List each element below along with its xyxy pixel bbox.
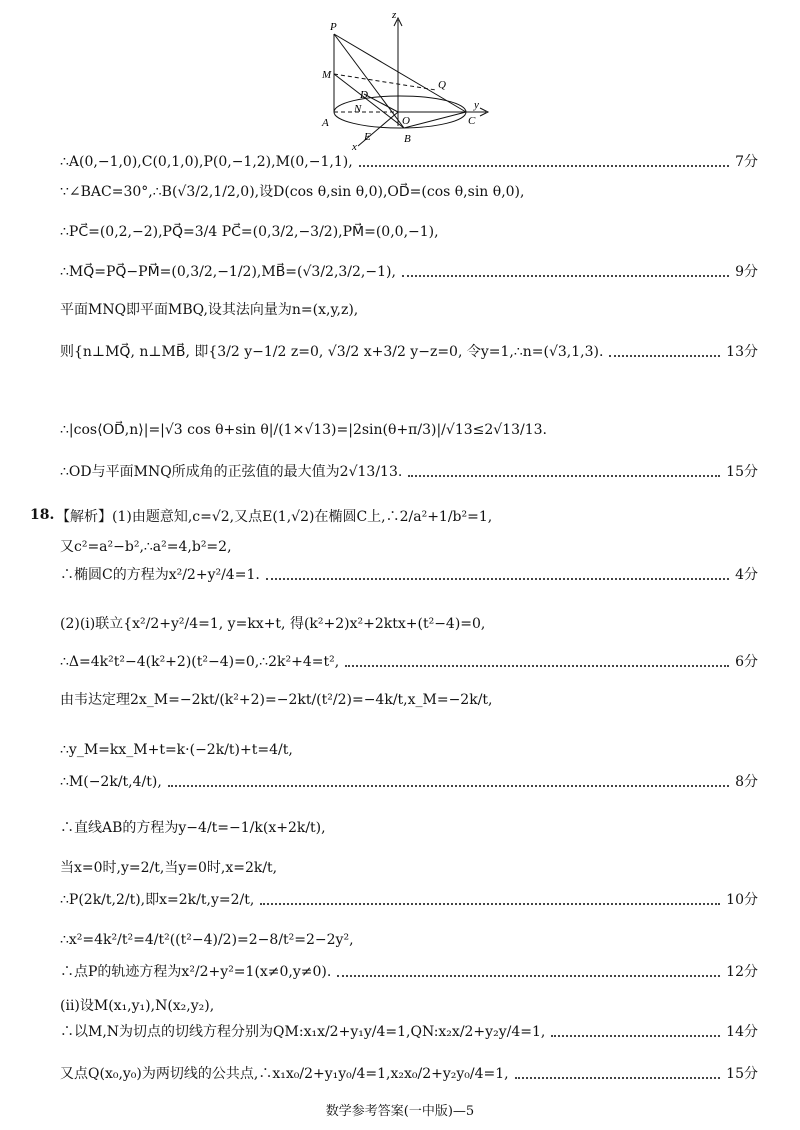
solution-text: ∴椭圆C的方程为x²/2+y²/4=1. xyxy=(60,567,260,583)
score-label: 4分 xyxy=(735,567,758,583)
solution-text: (ⅱ)设M(x₁,y₁),N(x₂,y₂), xyxy=(60,998,215,1014)
figure-label: A xyxy=(322,117,329,129)
solution-text: 又c²=a²−b²,∴a²=4,b²=2, xyxy=(60,539,232,555)
score-label: 9分 xyxy=(735,264,758,280)
figure-label: z xyxy=(392,9,397,21)
solution-text: 又点Q(x₀,y₀)为两切线的公共点,∴x₁x₀/2+y₁y₀/4=1,x₂x₀/2+y₂y₀/4=1, xyxy=(60,1066,509,1082)
solution-text: ∴MQ⃗=PQ⃗−PM⃗=(0,3/2,−1/2),MB⃗=(√3/2,3/2,−1), xyxy=(60,264,396,280)
dot-leader xyxy=(551,1035,720,1037)
solution-text: 平面MNQ即平面MBQ,设其法向量为n=(x,y,z), xyxy=(60,302,359,318)
solution-text: ∴P(2k/t,2/t),即x=2k/t,y=2/t, xyxy=(60,892,255,908)
cone-diagram xyxy=(318,8,498,150)
solution-line xyxy=(60,690,758,710)
solution-line xyxy=(60,772,758,792)
solution-text: ∴A(0,−1,0),C(0,1,0),P(0,−1,2),M(0,−1,1), xyxy=(60,154,353,170)
solution-line xyxy=(60,262,758,282)
dot-leader xyxy=(345,665,729,667)
solution-line xyxy=(60,152,758,172)
solution-line xyxy=(60,1022,758,1042)
solution-line xyxy=(60,565,758,585)
score-label: 6分 xyxy=(735,654,758,670)
solution-line xyxy=(60,342,758,362)
page-footer: 数学参考答案(一中版)—5 xyxy=(325,1104,475,1119)
solution-line xyxy=(60,740,758,760)
solution-text: (2)(ⅰ)联立{x²/2+y²/4=1, y=kx+t, 得(k²+2)x²+2ktx+(t²−4)=0, xyxy=(60,616,486,632)
dot-leader xyxy=(515,1077,721,1079)
solution-text: 【解析】(1)由题意知,c=√2,又点E(1,√2)在椭圆C上,∴2/a²+1/b²=1, xyxy=(56,509,493,525)
figure-label: M xyxy=(322,69,332,81)
figure-label: O xyxy=(402,115,410,127)
solution-line xyxy=(60,182,758,202)
solution-line xyxy=(60,890,758,910)
figure-label: E xyxy=(364,131,371,143)
figure-label: P xyxy=(330,21,337,33)
figure-label: N xyxy=(354,103,362,115)
solution-line xyxy=(60,930,758,950)
dot-leader xyxy=(609,355,720,357)
score-label: 10分 xyxy=(726,892,758,908)
score-label: 7分 xyxy=(735,154,758,170)
solution-line xyxy=(60,962,758,982)
dot-leader xyxy=(260,903,720,905)
score-label: 12分 xyxy=(726,964,758,980)
solution-text: ∵∠BAC=30°,∴B(√3/2,1/2,0),设D(cos θ,sin θ,0),OD⃗=(cos θ,sin θ,0), xyxy=(60,184,525,200)
solution-line xyxy=(60,420,758,440)
solution-line xyxy=(56,507,758,527)
figure-label: B xyxy=(404,133,411,145)
solution-text: ∴直线AB的方程为y−4/t=−1/k(x+2k/t), xyxy=(60,820,326,836)
figure-label: D xyxy=(360,89,368,101)
dot-leader xyxy=(168,785,729,787)
dot-leader xyxy=(359,165,729,167)
geometry-figure xyxy=(318,8,498,150)
solution-text: 由韦达定理2x_M=−2kt/(k²+2)=−2kt/(t²/2)=−4k/t,x_M=−2k/t, xyxy=(60,692,493,708)
score-label: 8分 xyxy=(735,774,758,790)
solution-text: ∴点P的轨迹方程为x²/2+y²=1(x≠0,y≠0). xyxy=(60,964,332,980)
question-number: 18. xyxy=(30,507,55,523)
solution-text: ∴M(−2k/t,4/t), xyxy=(60,774,162,790)
solution-text: 当x=0时,y=2/t,当y=0时,x=2k/t, xyxy=(60,860,278,876)
solution-line xyxy=(60,652,758,672)
solution-line xyxy=(60,462,758,482)
figure-label: C xyxy=(468,115,476,127)
solution-text: ∴OD与平面MNQ所成角的正弦值的最大值为2√13/13. xyxy=(60,464,403,480)
solution-line xyxy=(60,614,758,634)
solution-text: ∴以M,N为切点的切线方程分别为QM:x₁x/2+y₁y/4=1,QN:x₂x/2+y₂y/4=1, xyxy=(60,1024,546,1040)
solution-text: 则{n⊥MQ⃗, n⊥MB⃗, 即{3/2 y−1/2 z=0, √3/2 x+3/2 y−z=0, 令y=1,∴n=(√3,1,3). xyxy=(60,344,604,360)
score-label: 15分 xyxy=(726,1066,758,1082)
solution-line xyxy=(60,222,758,242)
dot-leader xyxy=(402,275,729,277)
solution-line xyxy=(60,858,758,878)
solution-line xyxy=(60,818,758,838)
dot-leader xyxy=(266,578,729,580)
dot-leader xyxy=(337,975,720,977)
solution-text: ∴Δ=4k²t²−4(k²+2)(t²−4)=0,∴2k²+4=t², xyxy=(60,654,340,670)
score-label: 15分 xyxy=(726,464,758,480)
score-label: 13分 xyxy=(726,344,758,360)
solution-text: ∴y_M=kx_M+t=k·(−2k/t)+t=4/t, xyxy=(60,742,293,758)
figure-label: y xyxy=(474,99,479,111)
solution-text: ∴|cos⟨OD⃗,n⟩|=|√3 cos θ+sin θ|/(1×√13)=|2sin(θ+π/3)|/√13≤2√13/13. xyxy=(60,422,547,438)
figure-label: Q xyxy=(438,79,446,91)
figure-label: x xyxy=(352,141,357,150)
solution-line xyxy=(60,996,758,1016)
solution-line xyxy=(60,1064,758,1084)
score-label: 14分 xyxy=(726,1024,758,1040)
solution-line xyxy=(60,537,758,557)
solution-text: ∴x²=4k²/t²=4/t²((t²−4)/2)=2−8/t²=2−2y², xyxy=(60,932,354,948)
solution-line xyxy=(60,300,758,320)
dot-leader xyxy=(408,475,720,477)
solution-text: ∴PC⃗=(0,2,−2),PQ⃗=3/4 PC⃗=(0,3/2,−3/2),PM⃗=(0,0,−1), xyxy=(60,224,439,240)
